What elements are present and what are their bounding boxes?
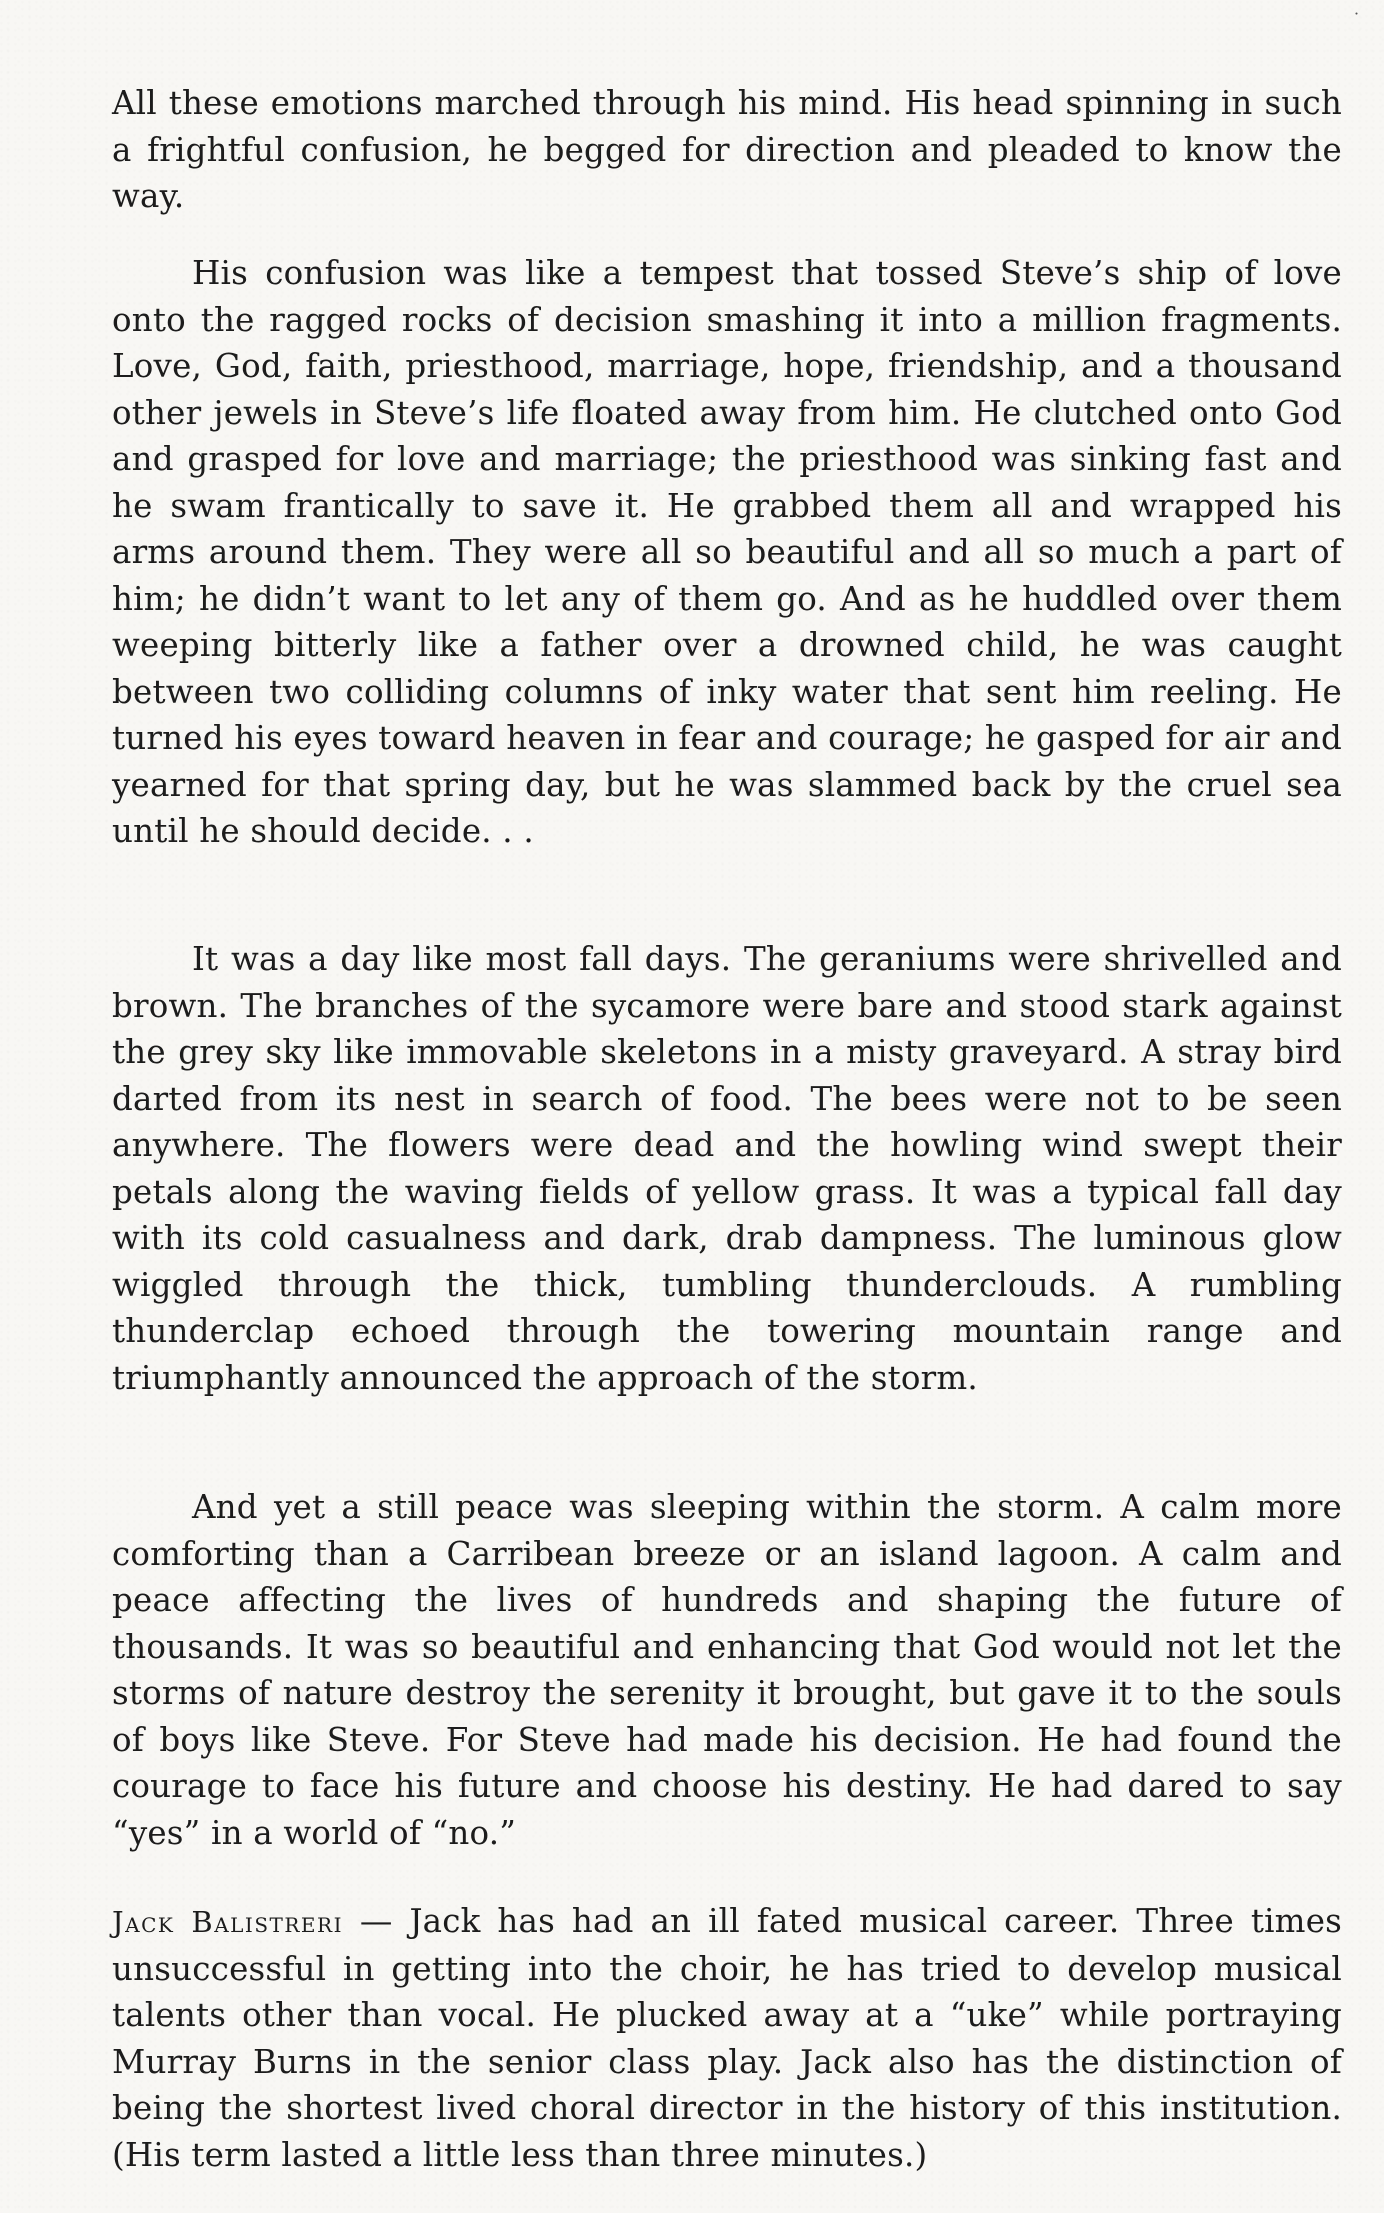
- paragraph-tempest: His confusion was like a tempest that tossed Steve’s ship of love onto the ragged rocks of decision smashing it into a million fragments. Love, God, faith, priesthood, marriage, hope, friendship, and a thousand other jewels in Steve’s life floated away from him. He clutched onto God and grasped for love and marriage; the priesthood was sinking fast and he swam frantically to save it. He grabbed them all and wrapped his arms around them. They were all so beautiful and all so much a part of him; he didn’t want to let any of them go. And as he huddled over them weeping bitterly like a father over a drowned child, he was caught between two colliding columns of inky water that sent him reeling. He turned his eyes toward heaven in fear and courage; he gasped for air and yearned for that spring day, but he was slammed back by the cruel sea until he should decide. . .: [112, 254, 1342, 850]
- bio-paragraph: [112, 1898, 1342, 2178]
- paragraph-emotions: All these emotions marched through his mind. His head spinning in such a frightful confusion, he begged for direction and pleaded to know the way.: [112, 84, 1342, 215]
- paragraph-fall-day: It was a day like most fall days. The geraniums were shrivelled and brown. The branches of the sycamore were bare and stood stark against the grey sky like immovable skeletons in a misty graveyard. A stray bird darted from its nest in search of food. The bees were not to be seen anywhere. The flowers were dead and the howling wind swept their petals along the waving fields of yellow grass. It was a typical fall day with its cold casualness and dark, drab dampness. The luminous glow wiggled through the thick, tumbling thunderclouds. A rumbling thunderclap echoed through the towering mountain range and triumphantly announced the approach of the storm.: [112, 940, 1342, 1397]
- edge-speck: ˙: [1352, 10, 1361, 31]
- bio-name: Jack Balistreri: [112, 1905, 343, 1939]
- bio-text: Jack has had an ill fated musical career. Three times unsuccessful in getting into the choir, he has tried to develop musical talents other than vocal. He plucked away at a “uke” while portraying Murray Burns in the senior class play. Jack also has the distinction of being the shortest lived choral director in the history of this institution. (His term lasted a little less than three minutes.): [112, 1902, 1343, 2174]
- paragraph-still-peace: And yet a still peace was sleeping within the storm. A calm more comforting than a Carribean breeze or an island lagoon. A calm and peace affecting the lives of hundreds and shaping the future of thousands. It was so beautiful and enhancing that God would not let the storms of nature destroy the serenity it brought, but gave it to the souls of boys like Steve. For Steve had made his decision. He had found the courage to face his future and choose his destiny. He had dared to say “yes” in a world of “no.”: [112, 1488, 1342, 1852]
- bio-separator: —: [342, 1902, 410, 1940]
